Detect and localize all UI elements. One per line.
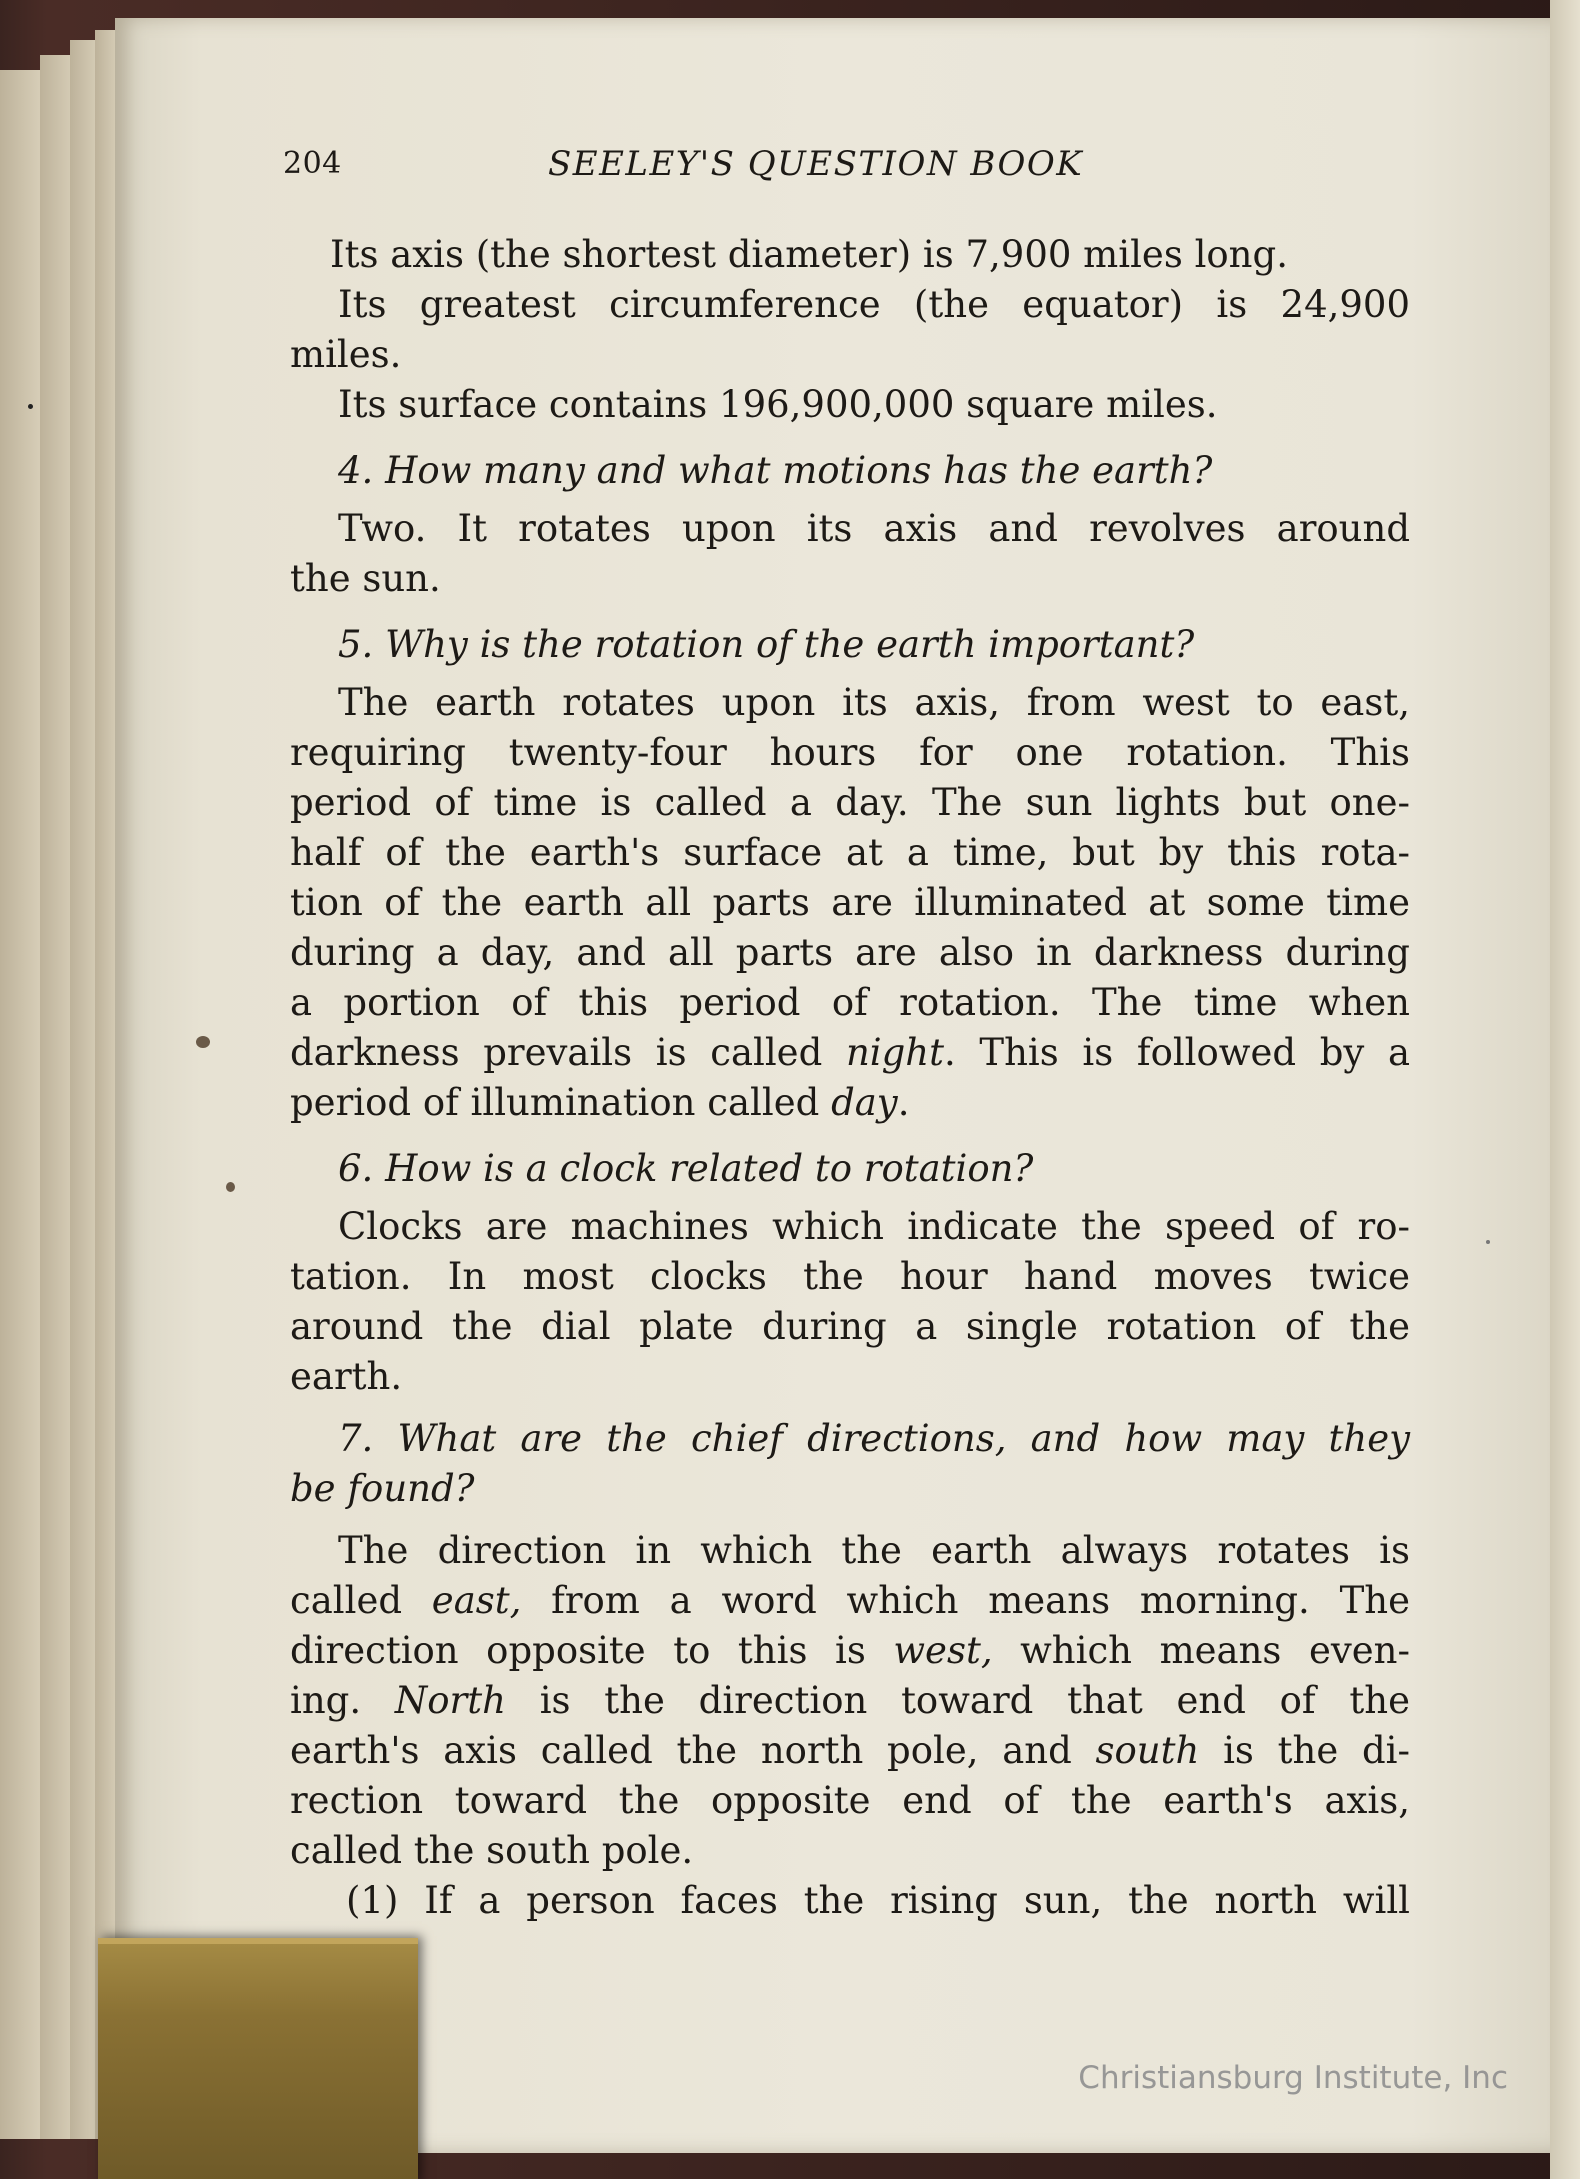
emphasis-day: day <box>831 1081 898 1124</box>
text-line: The earth rotates upon its axis, from west to east, <box>338 681 1410 724</box>
text-run: . <box>897 1081 910 1124</box>
text-run: period of illumination called <box>290 1081 832 1124</box>
question-6: 6. How is a clock related to rotation? <box>338 1147 1034 1190</box>
page-number: 204 <box>283 146 342 181</box>
text-line: Its greatest circumference (the equator) is 24,900 <box>338 283 1410 326</box>
text-line <box>290 1576 1410 1626</box>
text-line <box>290 1626 1410 1676</box>
text-line <box>290 1078 1410 1128</box>
emphasis-west: west, <box>893 1629 993 1672</box>
text-line <box>290 1028 1410 1078</box>
text-run: is the direction toward that end of the <box>505 1679 1410 1722</box>
emphasis-east: east, <box>431 1579 522 1622</box>
running-title: SEELEY'S QUESTION BOOK <box>548 144 1084 184</box>
text-line: tion of the earth all parts are illuminated at some time <box>290 881 1410 924</box>
stain-spot <box>28 404 33 409</box>
text-run: earth's axis called the north pole, and <box>290 1729 1096 1772</box>
text-run: which means even- <box>992 1629 1410 1672</box>
text-line: earth. <box>290 1355 403 1398</box>
text-run: direction opposite to this is <box>290 1629 894 1672</box>
text-line: requiring twenty-four hours for one rotation. This <box>290 731 1410 774</box>
stain-spot <box>1486 1240 1490 1244</box>
question-5: 5. Why is the rotation of the earth important? <box>338 623 1195 666</box>
text-line: Its axis (the shortest diameter) is 7,900 miles long. <box>330 233 1288 276</box>
text-line: (1) If a person faces the rising sun, the north will <box>346 1879 1410 1922</box>
text-run: called <box>290 1579 432 1622</box>
text-line: Two. It rotates upon its axis and revolves around <box>338 507 1410 550</box>
text-line: Clocks are machines which indicate the speed of ro- <box>338 1205 1410 1248</box>
text-run: from a word which means morning. The <box>521 1579 1410 1622</box>
text-line: Its surface contains 196,900,000 square miles. <box>338 383 1218 426</box>
emphasis-south: south <box>1095 1729 1200 1772</box>
question-7-cont: be found? <box>290 1467 475 1510</box>
text-run: darkness prevails is called <box>290 1031 846 1074</box>
right-page-gutter <box>1550 0 1580 2179</box>
text-line: the sun. <box>290 557 441 600</box>
page-body <box>290 230 1410 1926</box>
text-line: during a day, and all parts are also in darkness during <box>290 931 1410 974</box>
question-4: 4. How many and what motions has the earth? <box>338 449 1213 492</box>
text-line: around the dial plate during a single rotation of the <box>290 1305 1410 1348</box>
text-line: called the south pole. <box>290 1829 694 1872</box>
emphasis-north: North <box>394 1679 506 1722</box>
text-line: tation. In most clocks the hour hand moves twice <box>290 1255 1410 1298</box>
text-run: is the di- <box>1199 1729 1410 1772</box>
text-line: rection toward the opposite end of the earth's axis, <box>290 1779 1410 1822</box>
stain-spot <box>196 1036 210 1048</box>
text-line: The direction in which the earth always rotates is <box>338 1529 1410 1572</box>
question-7: 7. What are the chief directions, and how may they <box>338 1417 1410 1460</box>
watermark: Christiansburg Institute, Inc <box>1078 2060 1508 2096</box>
text-line: half of the earth's surface at a time, but by this rota- <box>290 831 1410 874</box>
text-line: miles. <box>290 333 402 376</box>
text-line: period of time is called a day. The sun lights but one- <box>290 781 1410 824</box>
text-line: a portion of this period of rotation. The time when <box>290 981 1410 1024</box>
emphasis-night: night <box>845 1031 944 1074</box>
brass-weight <box>98 1938 418 2179</box>
text-line <box>290 1676 1410 1726</box>
text-run: . This is followed by a <box>943 1031 1411 1074</box>
text-run: ing. <box>290 1679 395 1722</box>
stain-spot <box>226 1182 235 1192</box>
text-line <box>290 1726 1410 1776</box>
